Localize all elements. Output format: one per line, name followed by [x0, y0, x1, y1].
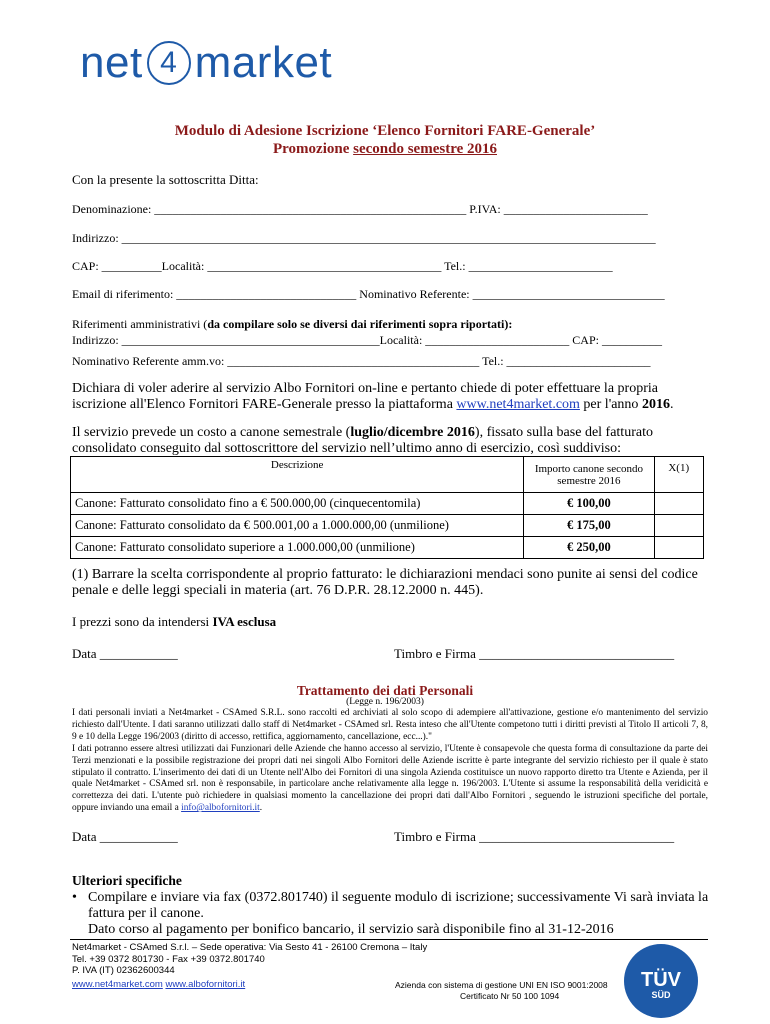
row-price: € 250,00	[524, 537, 654, 559]
dichiara-year: 2016	[641, 397, 670, 412]
iva-bold: IVA esclusa	[212, 614, 277, 629]
field-email-referente[interactable]: Email di riferimento: ______________________________ Nominativo Referente: ________________________________	[72, 287, 665, 301]
timbro-firma-field-2[interactable]: Timbro e Firma ______________________________	[394, 829, 675, 844]
document-title	[0, 122, 770, 158]
field-rif-nominativo[interactable]: Nominativo Referente amm.vo: __________________________________________ Tel.: ________________________	[72, 354, 651, 368]
privacy-paragraph-2	[72, 744, 708, 815]
privacy-paragraph-2-text: I dati potranno essere altresì utilizzati dai Funzionari delle Aziende che hanno accesso al servizio, l'Utente è consapevole che questa forma di consultazione da parte dei Terzi menzionati e la possibile registrazione dei propri dati nei singoli Albo Fornitori delle Aziende iscritte è parte integrante del servizio richiesto per il quale è stato stipulato il contratto. L'inserimento dei dati di un Utente nell'Albo dei Fornitori di una singola Azienda costituisce un nuovo rapporto diretto tra Utente e Azienda, per il quale Net4market - CSAmed srl. non è responsabile, in particolare anche relativamente alla legge n. 196/2003. L'Utente si assume la responsabilità della veridicità e correttezza dei dati. L'utente può richiedere in qualsiasi momento la cancellazione dei propri dati dall'Albo Fornitori , seguendo le istruzioni specifiche del portale, oppure inviando una email a	[72, 743, 708, 814]
net4market-link[interactable]: www.net4market.com	[456, 397, 580, 412]
field-cap-localita-tel[interactable]: CAP: __________Località: _______________________________________ Tel.: ________________________	[72, 259, 613, 273]
table-row	[71, 493, 704, 515]
intro-text: Con la presente la sottoscritta Ditta:	[72, 172, 259, 187]
servizio-period: luglio/dicembre 2016	[350, 425, 475, 440]
data-field-1[interactable]: Data ____________	[72, 646, 178, 661]
privacy-paragraph-1: I dati personali inviati a Net4market - CSAmed S.R.L. sono raccolti ed archiviati al solo scopo di adempiere all'attivazione, gestione e/o mantenimento del servizio richiesto dall'Utente. I dati saranno utilizzati dallo staff di Net4market - CSAmed srl. Resta inteso che all'Utente competono tutti i diritti previsti al Titolo II articoli 7, 8, 9 e 10 della Legge 196/2003 (diritto di accesso, rettifica, aggiornamento, cancellazione, ecc...)."	[72, 708, 708, 742]
rif-title-bold: da compilare solo se diversi dai riferimenti sopra riportati):	[207, 317, 513, 331]
cert-number: Certificato Nr 50 100 1094	[460, 991, 560, 1001]
row-price: € 175,00	[524, 515, 654, 537]
servizio-paragraph	[72, 425, 712, 457]
title-line-1: Modulo di Adesione Iscrizione ‘Elenco Fornitori FARE-Generale’	[174, 123, 596, 139]
ulteriori-list	[72, 890, 712, 938]
tuv-sud-logo	[624, 944, 698, 1018]
table-header-row	[71, 457, 704, 493]
table-row	[71, 537, 704, 559]
table-row	[71, 515, 704, 537]
privacy-text	[72, 708, 708, 815]
title-line-2	[0, 140, 770, 158]
field-denominazione[interactable]: Denominazione: ____________________________________________________ P.IVA: ________________________	[72, 202, 648, 216]
footer-net4market-link[interactable]: www.net4market.com	[72, 978, 163, 990]
footer-address	[72, 942, 427, 990]
rif-amministrativi-title	[72, 317, 512, 332]
price-table	[70, 456, 704, 559]
logo-text-right: market	[194, 38, 333, 87]
privacy-end: .	[259, 803, 263, 814]
privacy-subtitle: (Legge n. 196/2003)	[346, 697, 424, 707]
servizio-text-a: Il servizio prevede un costo a canone semestrale (	[72, 425, 351, 440]
iva-note	[72, 614, 276, 630]
net4market-logo	[80, 38, 332, 88]
iso-text: Azienda con sistema di gestione UNI EN ISO 9001:2008	[395, 980, 608, 990]
logo-four-circle: 4	[147, 41, 191, 85]
dichiara-text: Dichiara di voler aderire al servizio Albo Fornitori on-line e pertanto chiede di poter effettuare la propria iscrizione all'Elenco Fornitori FARE-Generale presso la piattaforma	[72, 381, 658, 412]
timbro-firma-field-1[interactable]: Timbro e Firma ______________________________	[394, 646, 675, 661]
bullet-1-text: Compilare e inviare via fax (0372.801740) il seguente modulo di iscrizione; successivamente Vi sarà inviata la fattura per il canone.	[88, 890, 709, 921]
row-price: € 100,00	[524, 493, 654, 515]
row-desc: Canone: Fatturato consolidato superiore a 1.000.000,00 (unmilione)	[71, 537, 524, 559]
field-indirizzo[interactable]: Indirizzo: _________________________________________________________________________________________	[72, 231, 656, 245]
header-importo: Importo canone secondo semestre 2016	[524, 457, 654, 493]
footer-line-1: Net4market - CSAmed S.r.l. – Sede operativa: Via Sesto 41 - 26100 Cremona – Italy	[72, 942, 428, 953]
dichiara-end: .	[669, 397, 674, 412]
header-descrizione: Descrizione	[71, 457, 524, 493]
row-desc: Canone: Fatturato consolidato da € 500.001,00 a 1.000.000,00 (unmilione)	[71, 515, 524, 537]
bullet-2-text: Dato corso al pagamento per bonifico bancario, il servizio sarà disponibile fino al 31-12-2016	[88, 922, 614, 937]
logo-text-left: net	[80, 38, 143, 87]
footer-line-3: P. IVA (IT) 02362600344	[72, 965, 175, 976]
note-1: (1) Barrare la scelta corrispondente al proprio fatturato: le dichiarazioni mendaci sono punite ai sensi del codice penale e delle leggi speciali in materia (art. 76 D.P.R. 28.12.2000 n. 445).	[72, 567, 698, 598]
title-semester: secondo semestre 2016	[353, 141, 497, 157]
footer-line-2: Tel. +39 0372 801730 - Fax +39 0372.801740	[72, 953, 265, 965]
servizio-text-b: ), fissato sulla base del fatturato consolidato conseguito dal sottoscrittore del servizio nell’ultimo anno di esercizio, così suddiviso:	[72, 425, 653, 456]
header-x1: X(1)	[654, 457, 703, 493]
footer-links	[72, 979, 427, 991]
field-rif-indirizzo[interactable]: Indirizzo: ___________________________________________Località: ________________________ CAP: __________	[72, 333, 662, 347]
footer-albofornitori-link[interactable]: www.albofornitori.it	[165, 978, 246, 990]
title-promo: Promozione	[273, 141, 354, 157]
iva-text: I prezzi sono da intendersi	[72, 614, 213, 629]
privacy-title: Trattamento dei dati Personali	[296, 683, 474, 698]
row-checkbox[interactable]	[654, 537, 703, 559]
tuv-sub: SÜD	[651, 990, 671, 1000]
footer-iso	[395, 980, 608, 1002]
row-checkbox[interactable]	[654, 493, 703, 515]
footer-divider	[70, 939, 708, 940]
rif-title-plain: Riferimenti amministrativi (	[72, 317, 208, 331]
ulteriori-title: Ulteriori specifiche	[72, 873, 182, 888]
tuv-brand: TÜV	[641, 969, 681, 991]
list-item	[72, 890, 712, 922]
data-field-2[interactable]: Data ____________	[72, 829, 178, 844]
bullet-icon: •	[72, 890, 77, 905]
privacy-email-link[interactable]: info@albofornitori.it	[181, 803, 260, 814]
row-desc: Canone: Fatturato consolidato fino a € 500.000,00 (cinquecentomila)	[71, 493, 524, 515]
row-checkbox[interactable]	[654, 515, 703, 537]
dichiara-year-label: per l'anno	[579, 397, 642, 412]
dichiara-paragraph	[72, 381, 712, 413]
